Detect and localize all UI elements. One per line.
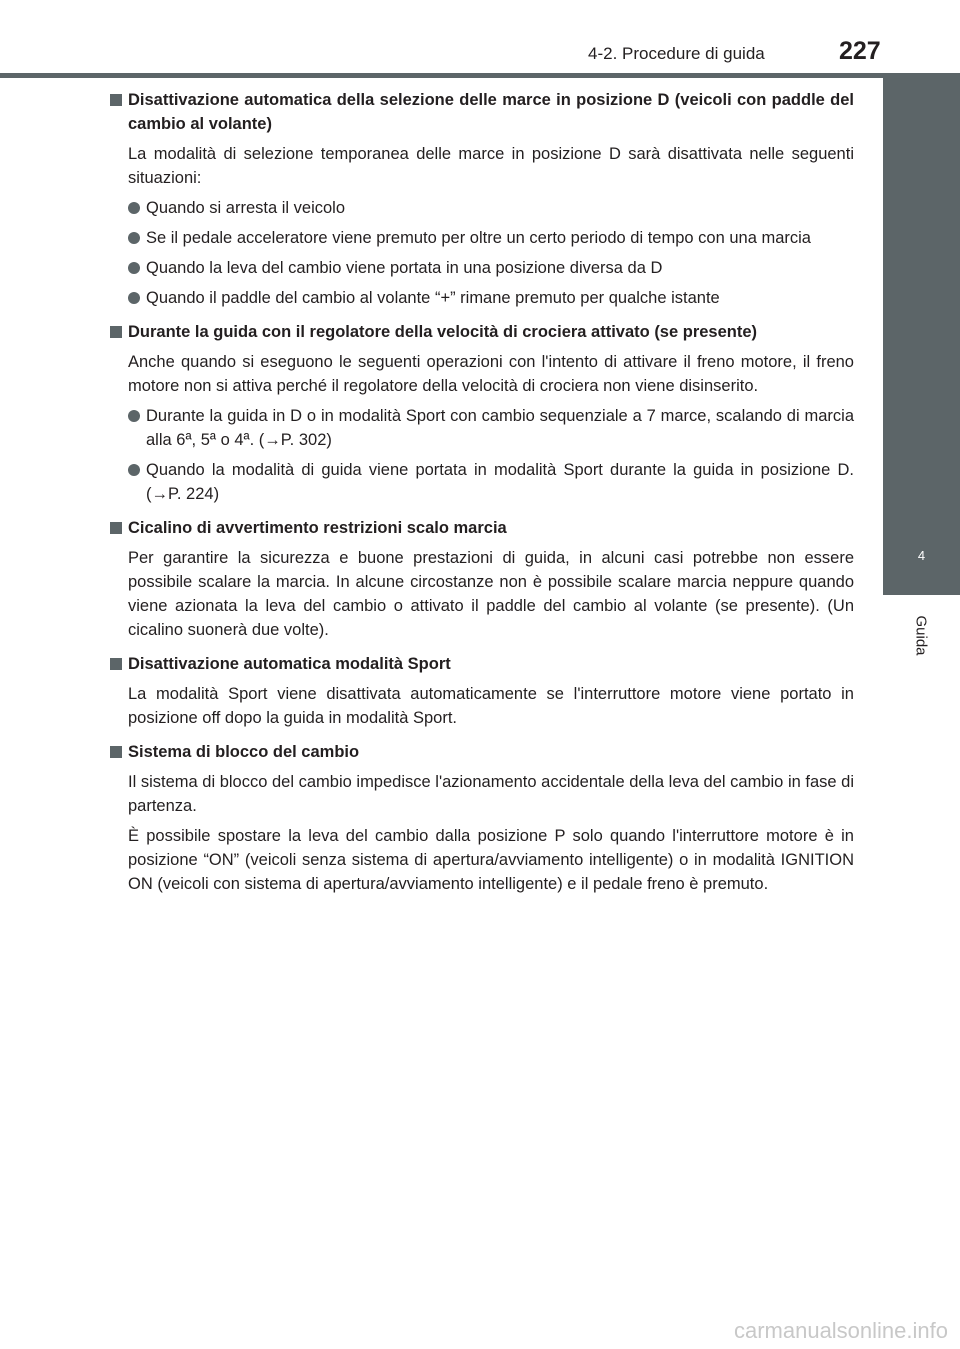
section: [110, 88, 854, 310]
bullet-text: Quando si arresta il veicolo: [146, 199, 346, 217]
header-rule: [0, 73, 960, 78]
circle-bullet-icon: [128, 262, 140, 274]
square-bullet-icon: [110, 746, 122, 758]
paragraph: La modalità di selezione temporanea delle marce in posizione D sarà disattivata nelle seguenti situazioni:: [128, 145, 854, 187]
section-heading: [110, 88, 854, 136]
bullet-item: [110, 404, 854, 452]
side-tab-chapter-number: 4: [883, 517, 960, 595]
bullet-item: [110, 226, 854, 250]
section-heading-text: Disattivazione automatica modalità Sport: [128, 655, 451, 673]
paragraph: Anche quando si eseguono le seguenti operazioni con l'intento di attivare il freno motore, il freno motore non si attiva perché il regolatore della velocità di crociera non viene disinserito.: [128, 353, 854, 395]
paragraph: Il sistema di blocco del cambio impedisce l'azionamento accidentale della leva del cambio in fase di partenza.: [128, 773, 854, 815]
bullet-text: Se il pedale acceleratore viene premuto per oltre un certo periodo di tempo con una marcia: [146, 229, 811, 247]
chapter-label-text: Guida: [913, 614, 930, 656]
section-heading: [110, 320, 854, 344]
paragraph: La modalità Sport viene disattivata automaticamente se l'interruttore motore viene portato in posizione off dopo la guida in modalità Sport.: [128, 685, 854, 727]
section-heading-text: Sistema di blocco del cambio: [128, 743, 360, 761]
section-heading-text: Cicalino di avvertimento restrizioni scalo marcia: [128, 519, 507, 537]
section: [110, 516, 854, 642]
page-number: 227: [839, 37, 881, 65]
bullet-text: Quando la leva del cambio viene portata in una posizione diversa da D: [146, 259, 663, 277]
section: [110, 320, 854, 506]
footer-watermark: carmanualsonline.info: [733, 1318, 948, 1343]
square-bullet-icon: [110, 658, 122, 670]
section: [110, 740, 854, 896]
circle-bullet-icon: [128, 292, 140, 304]
bullet-item: [110, 458, 854, 506]
bullet-item: [110, 256, 854, 280]
page-content: [110, 88, 854, 906]
paragraph: È possibile spostare la leva del cambio dalla posizione P solo quando l'interruttore motore è in posizione “ON” (veicoli senza sistema di apertura/avviamento intelligente) o in modalità IGNITION ON (veicoli con sistema di apertura/avviamento intelligente) e il pedale freno è premuto.: [128, 827, 854, 893]
bullet-item: [110, 196, 854, 220]
paragraph: Per garantire la sicurezza e buone prestazioni di guida, in alcuni casi potrebbe non essere possibile scalare la marcia. In alcune circostanze non è possibile scalare marcia neppure quando viene azionata la leva del cambio o attivato il paddle del cambio al volante (se presente). (Un cicalino suonerà due volte).: [128, 549, 854, 639]
bullet-text: Quando la modalità di guida viene portata in modalità Sport durante la guida in posizione D. (→P. 224): [146, 461, 854, 503]
section: [110, 652, 854, 730]
section-heading-text: Durante la guida con il regolatore della velocità di crociera attivato (se presente): [128, 323, 758, 341]
bullet-item: [110, 286, 854, 310]
side-tab-chapter-label: [883, 595, 960, 675]
section-heading: [110, 516, 854, 540]
header-section-title: 4-2. Procedure di guida: [588, 44, 765, 63]
square-bullet-icon: [110, 326, 122, 338]
section-heading-text: Disattivazione automatica della selezione delle marce in posizione D (veicoli con paddle del cambio al volante): [128, 91, 854, 133]
circle-bullet-icon: [128, 464, 140, 476]
square-bullet-icon: [110, 522, 122, 534]
circle-bullet-icon: [128, 410, 140, 422]
square-bullet-icon: [110, 94, 122, 106]
circle-bullet-icon: [128, 202, 140, 214]
section-heading: [110, 740, 854, 764]
section-heading: [110, 652, 854, 676]
bullet-text: Quando il paddle del cambio al volante “+” rimane premuto per qualche istante: [146, 289, 720, 307]
bullet-text: Durante la guida in D o in modalità Sport con cambio sequenziale a 7 marce, scalando di marcia alla 6ª, 5ª o 4ª. (→P. 302): [146, 407, 854, 449]
circle-bullet-icon: [128, 232, 140, 244]
